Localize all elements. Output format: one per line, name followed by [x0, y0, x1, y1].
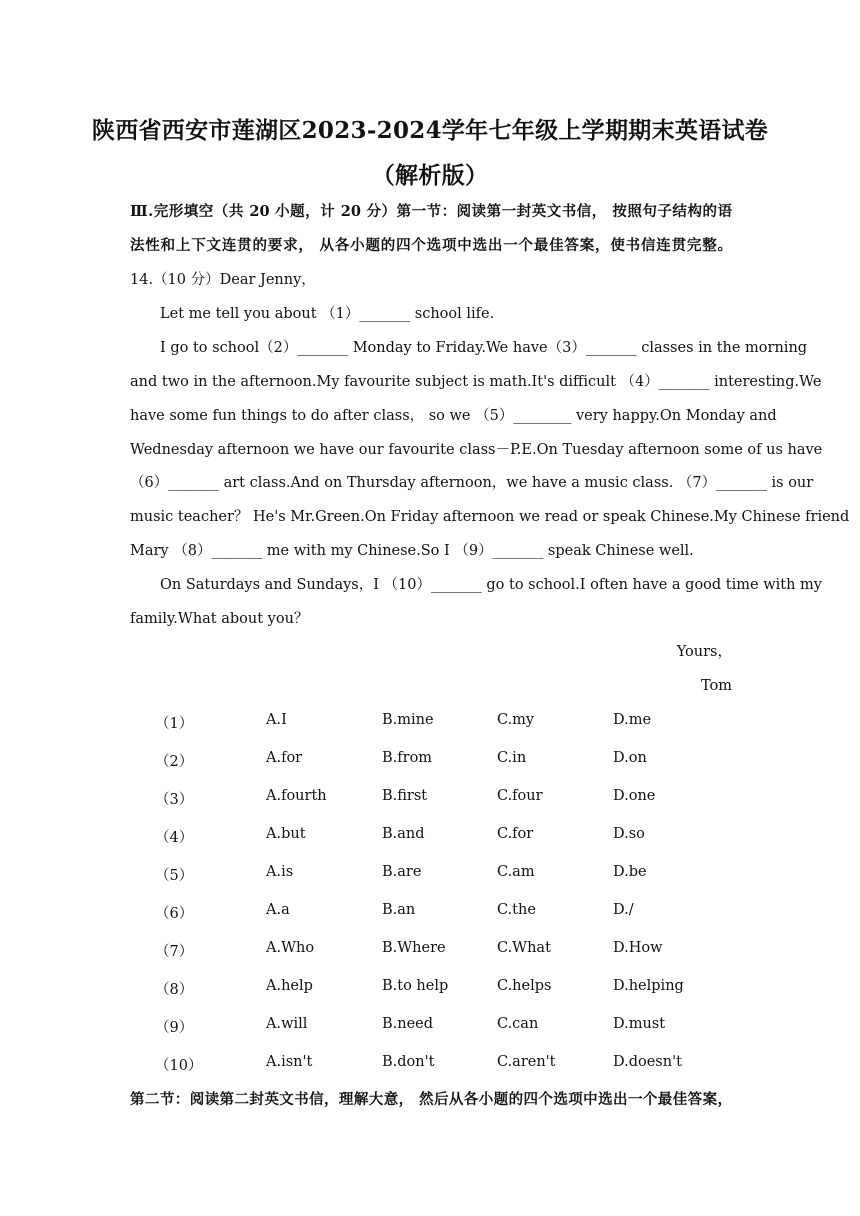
option-d: D./ [613, 902, 634, 918]
option-b: B.need [382, 1016, 434, 1032]
option-a: A.I [266, 712, 287, 728]
option-a: A.will [266, 1016, 308, 1032]
option-number: （8） [155, 982, 194, 998]
option-a: A.is [266, 864, 294, 880]
option-d: D.me [613, 712, 652, 728]
option-c: C.helps [497, 978, 552, 994]
options-row [130, 940, 732, 960]
options-row [130, 826, 732, 846]
letter-line: On Saturdays and Sundays，I （10）_______ go to school.I often have a good time with my [160, 577, 822, 593]
option-b: B.and [382, 826, 425, 842]
option-number: （6） [155, 906, 194, 922]
option-number: （3） [155, 792, 194, 808]
options-row [130, 1054, 732, 1074]
options-row [130, 864, 732, 884]
option-b: B.are [382, 864, 422, 880]
option-d: D.How [613, 940, 663, 956]
letter-line: have some fun things to do after class， so we （5）________ very happy.On Monday and [130, 408, 777, 424]
letter-line: Wednesday afternoon we have our favourite class－P.E.On Tuesday afternoon some of us have [130, 442, 823, 458]
letter-line: family.What about you？ [130, 611, 309, 627]
options-row [130, 1016, 732, 1036]
option-a: A.help [266, 978, 313, 994]
option-d: D.doesn't [613, 1054, 682, 1070]
options-row [130, 712, 732, 732]
option-a: A.for [266, 750, 303, 766]
letter-signature: Tom [700, 678, 732, 694]
section3-instructions-line1: Ⅲ.完形填空（共 20 小题，计 20 分）第一节：阅读第一封英文书信， 按照句子结构的语 [130, 203, 732, 220]
option-c: C.can [497, 1016, 539, 1032]
option-c: C.What [497, 940, 551, 956]
option-a: A.Who [266, 940, 315, 956]
letter-line: music teacher？ He's Mr.Green.On Friday afternoon we read or speak Chinese.My Chinese friend [130, 509, 850, 525]
option-number: （7） [155, 944, 194, 960]
letter-line: Mary （8）_______ me with my Chinese.So I （9）_______ speak Chinese well. [130, 543, 694, 559]
option-c: C.aren't [497, 1054, 556, 1070]
option-c: C.my [497, 712, 535, 728]
option-c: C.in [497, 750, 527, 766]
option-b: B.first [382, 788, 428, 804]
option-b: B.don't [382, 1054, 435, 1070]
option-b: B.from [382, 750, 433, 766]
option-d: D.must [613, 1016, 666, 1032]
option-number: （1） [155, 716, 194, 732]
option-c: C.the [497, 902, 536, 918]
option-d: D.one [613, 788, 656, 804]
option-b: B.Where [382, 940, 446, 956]
option-b: B.to help [382, 978, 449, 994]
options-row [130, 750, 732, 770]
letter-paragraph-1: Let me tell you about （1）_______ school life. [160, 306, 495, 322]
option-c: C.four [497, 788, 543, 804]
section2-instructions: 第二节：阅读第二封英文书信，理解大意， 然后从各小题的四个选项中选出一个最佳答案， [130, 1091, 732, 1108]
option-a: A.a [266, 902, 290, 918]
page-subtitle: （解析版） [371, 162, 489, 189]
option-b: B.an [382, 902, 416, 918]
option-a: A.isn't [266, 1054, 313, 1070]
option-number: （5） [155, 868, 194, 884]
letter-line: and two in the afternoon.My favourite subject is math.It's difficult （4）_______ interesting.We [130, 374, 822, 390]
option-a: A.but [266, 826, 306, 842]
option-d: D.helping [613, 978, 684, 994]
option-c: C.for [497, 826, 534, 842]
letter-closing: Yours， [676, 644, 732, 660]
section3-instructions-line2: 法性和上下文连贯的要求， 从各小题的四个选项中选出一个最佳答案，使书信连贯完整。 [130, 237, 732, 254]
option-d: D.be [613, 864, 647, 880]
option-number: （9） [155, 1020, 194, 1036]
option-number: （4） [155, 830, 194, 846]
options-row [130, 978, 732, 998]
letter-line: （6）_______ art class.And on Thursday afternoon，we have a music class. （7）_______ is our [130, 475, 814, 491]
option-a: A.fourth [266, 788, 327, 804]
option-c: C.am [497, 864, 535, 880]
question-intro: 14.（10 分）Dear Jenny， [130, 272, 316, 288]
option-d: D.on [613, 750, 647, 766]
options-row [130, 788, 732, 808]
option-number: （2） [155, 754, 194, 770]
letter-line: I go to school（2）_______ Monday to Friday.We have（3）_______ classes in the morning [160, 340, 808, 356]
option-b: B.mine [382, 712, 434, 728]
page-title: 陕西省西安市莲湖区2023-2024学年七年级上学期期末英语试卷 [91, 117, 769, 144]
option-number: （10） [155, 1058, 203, 1074]
options-row [130, 902, 732, 922]
option-d: D.so [613, 826, 645, 842]
